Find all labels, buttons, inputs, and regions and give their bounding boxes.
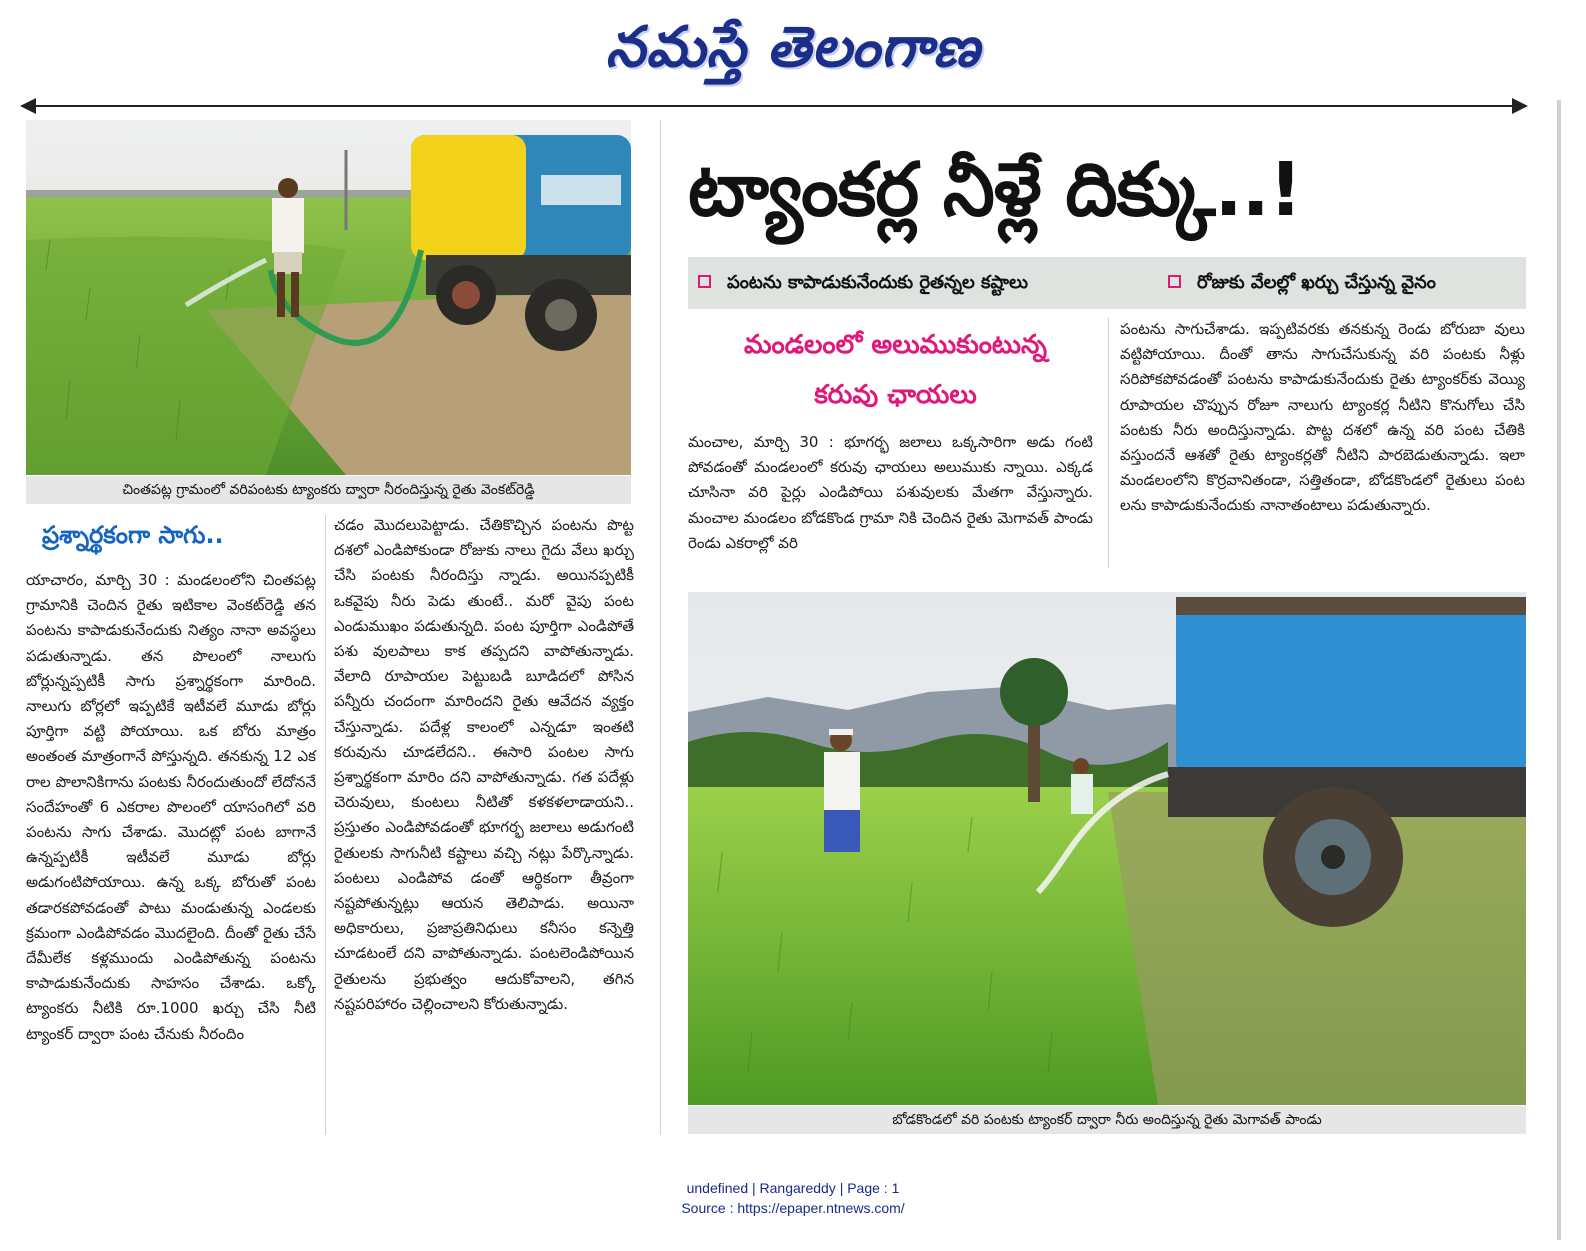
footer-source: Source : https://epaper.ntnews.com/ <box>681 1200 905 1216</box>
photo2-caption: బోడకొండలో వరి పంటకు ట్యాంకర్ ద్వారా నీరు అందిస్తున్న రైతు మెగావత్ పాండు <box>688 1106 1526 1134</box>
deck <box>688 320 1103 420</box>
story1-column-2 <box>334 513 634 1017</box>
masthead-title: నమస్తే తెలంగాణ <box>605 15 981 80</box>
deck-line-1: మండలంలో అలుముకుంటున్న <box>744 330 1047 360</box>
rule-arrow-right-icon <box>1512 98 1528 114</box>
page-footer <box>0 1178 1586 1218</box>
story2-column-1 <box>688 430 1093 556</box>
story2-column-2 <box>1120 317 1525 519</box>
subhead-text: పంటను కాపాడుకునేందుకు రైతన్నల కష్టాలు <box>727 272 1028 293</box>
subhead-item <box>698 257 1028 309</box>
column-divider <box>1108 318 1109 568</box>
photo2-illustration <box>688 592 1526 1105</box>
story1-col2-text: చడం మొదలుపెట్టాడు. చేతికొచ్చిన పంటను పొట్ట దశలో ఎండిపోకుండా రోజుకు నాలు గైదు వేలు ఖర్చు చేసి పంటకు నీరందిస్తు న్నాడు. అయినప్పటికీ ఒకవైపు నీరు పెడు తుంటే.. మరో వైపు పంట ఎండుముఖం పడుతున్నది. పంట పూర్తిగా ఎండిపోతే పశు వులపాలు కాక తప్పదని వాపోతున్నాడు. వేలాది రూపాయల పెట్టుబడి బూడిదలో పోసిన పన్నీరు చందంగా మారిందని రైతు ఆవేదన వ్యక్తం చేస్తున్నాడు. పదేళ్ల కాలంలో ఎన్నడూ ఇంతటి కరువును చూడలేదని.. ఈసారి పంటల సాగు ప్రశ్నార్థకంగా మారిం దని వాపోతున్నాడు. గత పదేళ్లు చెరువులు, కుంటలు నీటితో కళకళలాడాయని.. ప్రస్తుతం ఎండిపోవడంతో భూగర్భ జలాలు అడుగంటి రైతులకు సాగునీటి కష్టాలు వచ్చి నట్లు పేర్కొన్నాడు. పంటలు ఎండిపోవ డంతో ఆర్థికంగా తీవ్రంగా నష్టపోతున్నట్లు ఆయన తెలిపాడు. అయినా అధికారులు, ప్రజాప్రతినిధులు కనీసం కన్నెత్తి చూడటంలే దని వాపోతున్నాడు. పంటలెండిపోయిన రైతులను ప్రభుత్వం ఆదుకోవాలని, తగిన నష్టపరిహారం చెల్లించాలని కోరుతున్నాడు. <box>334 516 634 1013</box>
tanker-field-photo-2 <box>688 592 1526 1105</box>
checkbox-bullet-icon <box>698 275 711 288</box>
story1-column-1 <box>26 568 316 1047</box>
story1-col1-text: యాచారం, మార్చి 30 : మండలంలోని చింతపట్ల గ్రామానికి చెందిన రైతు ఇటికాల వెంకట్‌రెడ్డి తన పంటను కాపాడుకునేందుకు నిత్యం నానా అవస్థలు పడుతున్నాడు. తన పొలంలో నాలుగు బోర్లున్నప్పటికీ సాగు ప్రశ్నార్థకంగా మారింది. నాలుగు బోర్లలో ఇప్పటికే ఇటీవలే మూడు బోర్లు పూర్తిగా వట్టి పోయాయి. ఒక బోరు మాత్రం అంతంత మాత్రంగానే పోస్తున్నది. తనకున్న 12 ఎక రాల పొలానికిగాను పంటకు నీరందుతుందో లేదోననే సందేహంతో 6 ఎకరాల పొలంలో యాసంగిలో వరి పంటను సాగు చేశాడు. మొదట్లో పంట బాగానే ఉన్నప్పటికీ ఇటీవలే మూడు బోర్లు అడుగంటిపోయాయి. ఉన్న ఒక్క బోరుతో పంట తడారకపోవడంతో పాటు మండుతున్న ఎండలకు క్రమంగా ఎండిపోవడం మొదలైంది. దీంతో రైతు చేసే దేమీలేక కళ్లముందు ఎండిపోతున్న పంటను కాపాడుకునేందుకు సాహసం చేశాడు. ఒక్కో ట్యాంకరు నీటికి రూ.1000 ఖర్చు చేసి నీటి ట్యాంకర్ ద్వారా పంట చేనుకు నీరందిం <box>26 571 316 1043</box>
tanker-field-photo-1 <box>26 120 631 475</box>
subhead-item <box>1168 257 1436 309</box>
story2-col2-text: పంటను సాగుచేశాడు. ఇప్పటివరకు తనకున్న రెండు బోరుబా వులు వట్టిపోయాయి. దీంతో తాను సాగుచేసుకున్న వరి పంటకు నీళ్లు సరిపోకపోవడంతో పంటను కాపాడుకునేందుకు రైతు ట్యాంకర్‌కు వెయ్యి రూపాయల చొప్పున రోజూ నాలుగు ట్యాంకర్ల నీటిని కొనుగోలు చేసి పంటకు నీరు అందిస్తున్నాడు. పొట్ట దశలో ఉన్న వరి పంట చేతికి వస్తుందనే ఆశతో రైతు ట్యాంకర్లతో నీటిని పారబెడుతున్నాడు. ఇలా మండలంలోని కొర్రవానితండా, సత్తితండా, బోడకొండలో రైతులు పంట లను కాపాడుకునేందుకు నానాతంటాలు పడుతున్నారు. <box>1120 320 1525 515</box>
column-divider <box>660 120 661 1135</box>
subhead-text: రోజుకు వేలల్లో ఖర్చు చేస్తున్న వైనం <box>1197 272 1436 293</box>
subheads-bar <box>688 257 1526 309</box>
headline: ట్యాంకర్ల నీళ్లే దిక్కు..! <box>688 147 1302 233</box>
page-edge <box>1557 100 1561 1240</box>
photo1-caption: చింతపట్ల గ్రామంలో వరిపంటకు ట్యాంకరు ద్వారా నీరందిస్తున్న రైతు వెంకట్‌రెడ్డి <box>26 476 631 504</box>
deck-line-2: కరువు ఛాయలు <box>814 380 977 410</box>
column-divider <box>325 515 326 1135</box>
story2-col1-text: మంచాల, మార్చి 30 : భూగర్భ జలాలు ఒక్కసారిగా అడు గంటి పోవడంతో మండలంలో కరువు ఛాయలు అలుముకు న్నాయి. ఎక్కడ చూసినా వరి పైర్లు ఎండిపోయి పశువులకు మేతగా వేస్తున్నారు. మంచాల మండలం బోడకొండ గ్రామా నికి చెందిన రైతు మెగావత్ పాండు రెండు ఎకరాల్లో వరి <box>688 433 1093 552</box>
footer-edition: undefined | Rangareddy | Page : 1 <box>686 1180 900 1196</box>
masthead <box>0 8 1586 88</box>
story1-subtitle: ప్రశ్నార్థకంగా సాగు.. <box>42 521 224 549</box>
masthead-rule <box>26 105 1526 107</box>
checkbox-bullet-icon <box>1168 275 1181 288</box>
photo1-illustration <box>26 120 631 475</box>
